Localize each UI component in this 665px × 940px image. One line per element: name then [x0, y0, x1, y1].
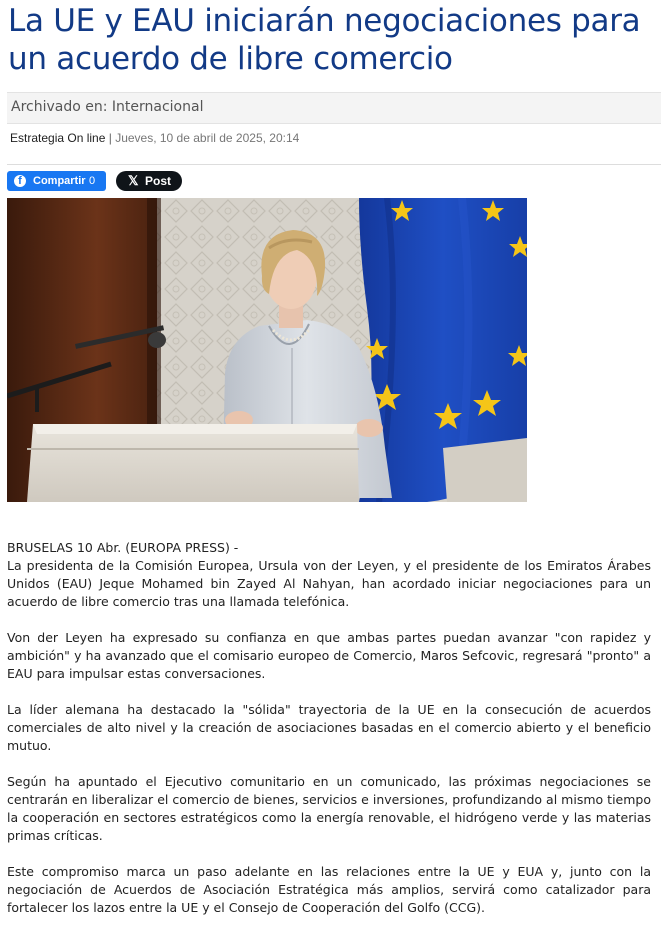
byline-date: Jueves, 10 de abril de 2025, 20:14 — [115, 131, 300, 145]
byline-separator: | — [105, 131, 116, 145]
facebook-icon: f — [14, 175, 26, 187]
x-logo-icon: 𝕏 — [128, 173, 139, 188]
facebook-share-button[interactable] — [7, 171, 106, 191]
article-paragraph-3: La líder alemana ha destacado la "sólida" trayectoria de la UE en la consecución de acuerdos comerciales de alto nivel y la creación de asociaciones basadas en el comercio abierto y el beneficio mutuo. — [7, 702, 651, 753]
archive-label[interactable]: Archivado en: Internacional — [11, 99, 204, 115]
divider — [7, 164, 661, 165]
article-body — [7, 539, 651, 935]
article-photo — [7, 198, 527, 502]
facebook-share-label: Compartir — [33, 175, 86, 187]
photo-illustration — [7, 198, 527, 502]
byline-source: Estrategia On line — [10, 131, 106, 145]
article-dateline: BRUSELAS 10 Abr. (EUROPA PRESS) - — [7, 540, 239, 555]
article-paragraph-1: La presidenta de la Comisión Europea, Ursula von der Leyen, y el presidente de los Emiratos Árabes Unidos (EAU) Jeque Mohamed bin Zayed Al Nahyan, han acordado iniciar negociaciones para un acuerdo de libre comercio tras una llamada telefónica. — [7, 558, 651, 609]
article-paragraph-2: Von der Leyen ha expresado su confianza en que ambas partes puedan avanzar "con rapidez y ambición" y ha avanzado que el comisario europeo de Comercio, Maros Sefcovic, regresará "pronto" a EAU para impulsar estas conversaciones. — [7, 630, 651, 681]
x-post-button[interactable] — [116, 171, 182, 191]
x-post-label: Post — [145, 174, 172, 188]
article-title: La UE y EAU iniciarán negociaciones para un acuerdo de libre comercio — [8, 3, 641, 77]
article-paragraph-5: Este compromiso marca un paso adelante en las relaciones entre la UE y EUA y, junto con la negociación de Acuerdos de Asociación Estratégica más amplios, servirá como catalizador para fortalecer los lazos entre la UE y el Consejo de Cooperación del Golfo (CCG). — [7, 864, 651, 915]
archive-box — [7, 92, 661, 124]
article-paragraph-4: Según ha apuntado el Ejecutivo comunitario en un comunicado, las próximas negociaciones se centrarán en liberalizar el comercio de bienes, servicios e inversiones, profundizando al mismo tiempo la cooperación en sectores estratégicos como la energía renovable, el hidrógeno verde y las materias primas críticas. — [7, 774, 651, 843]
byline — [10, 131, 299, 145]
facebook-share-count: 0 — [89, 175, 96, 187]
